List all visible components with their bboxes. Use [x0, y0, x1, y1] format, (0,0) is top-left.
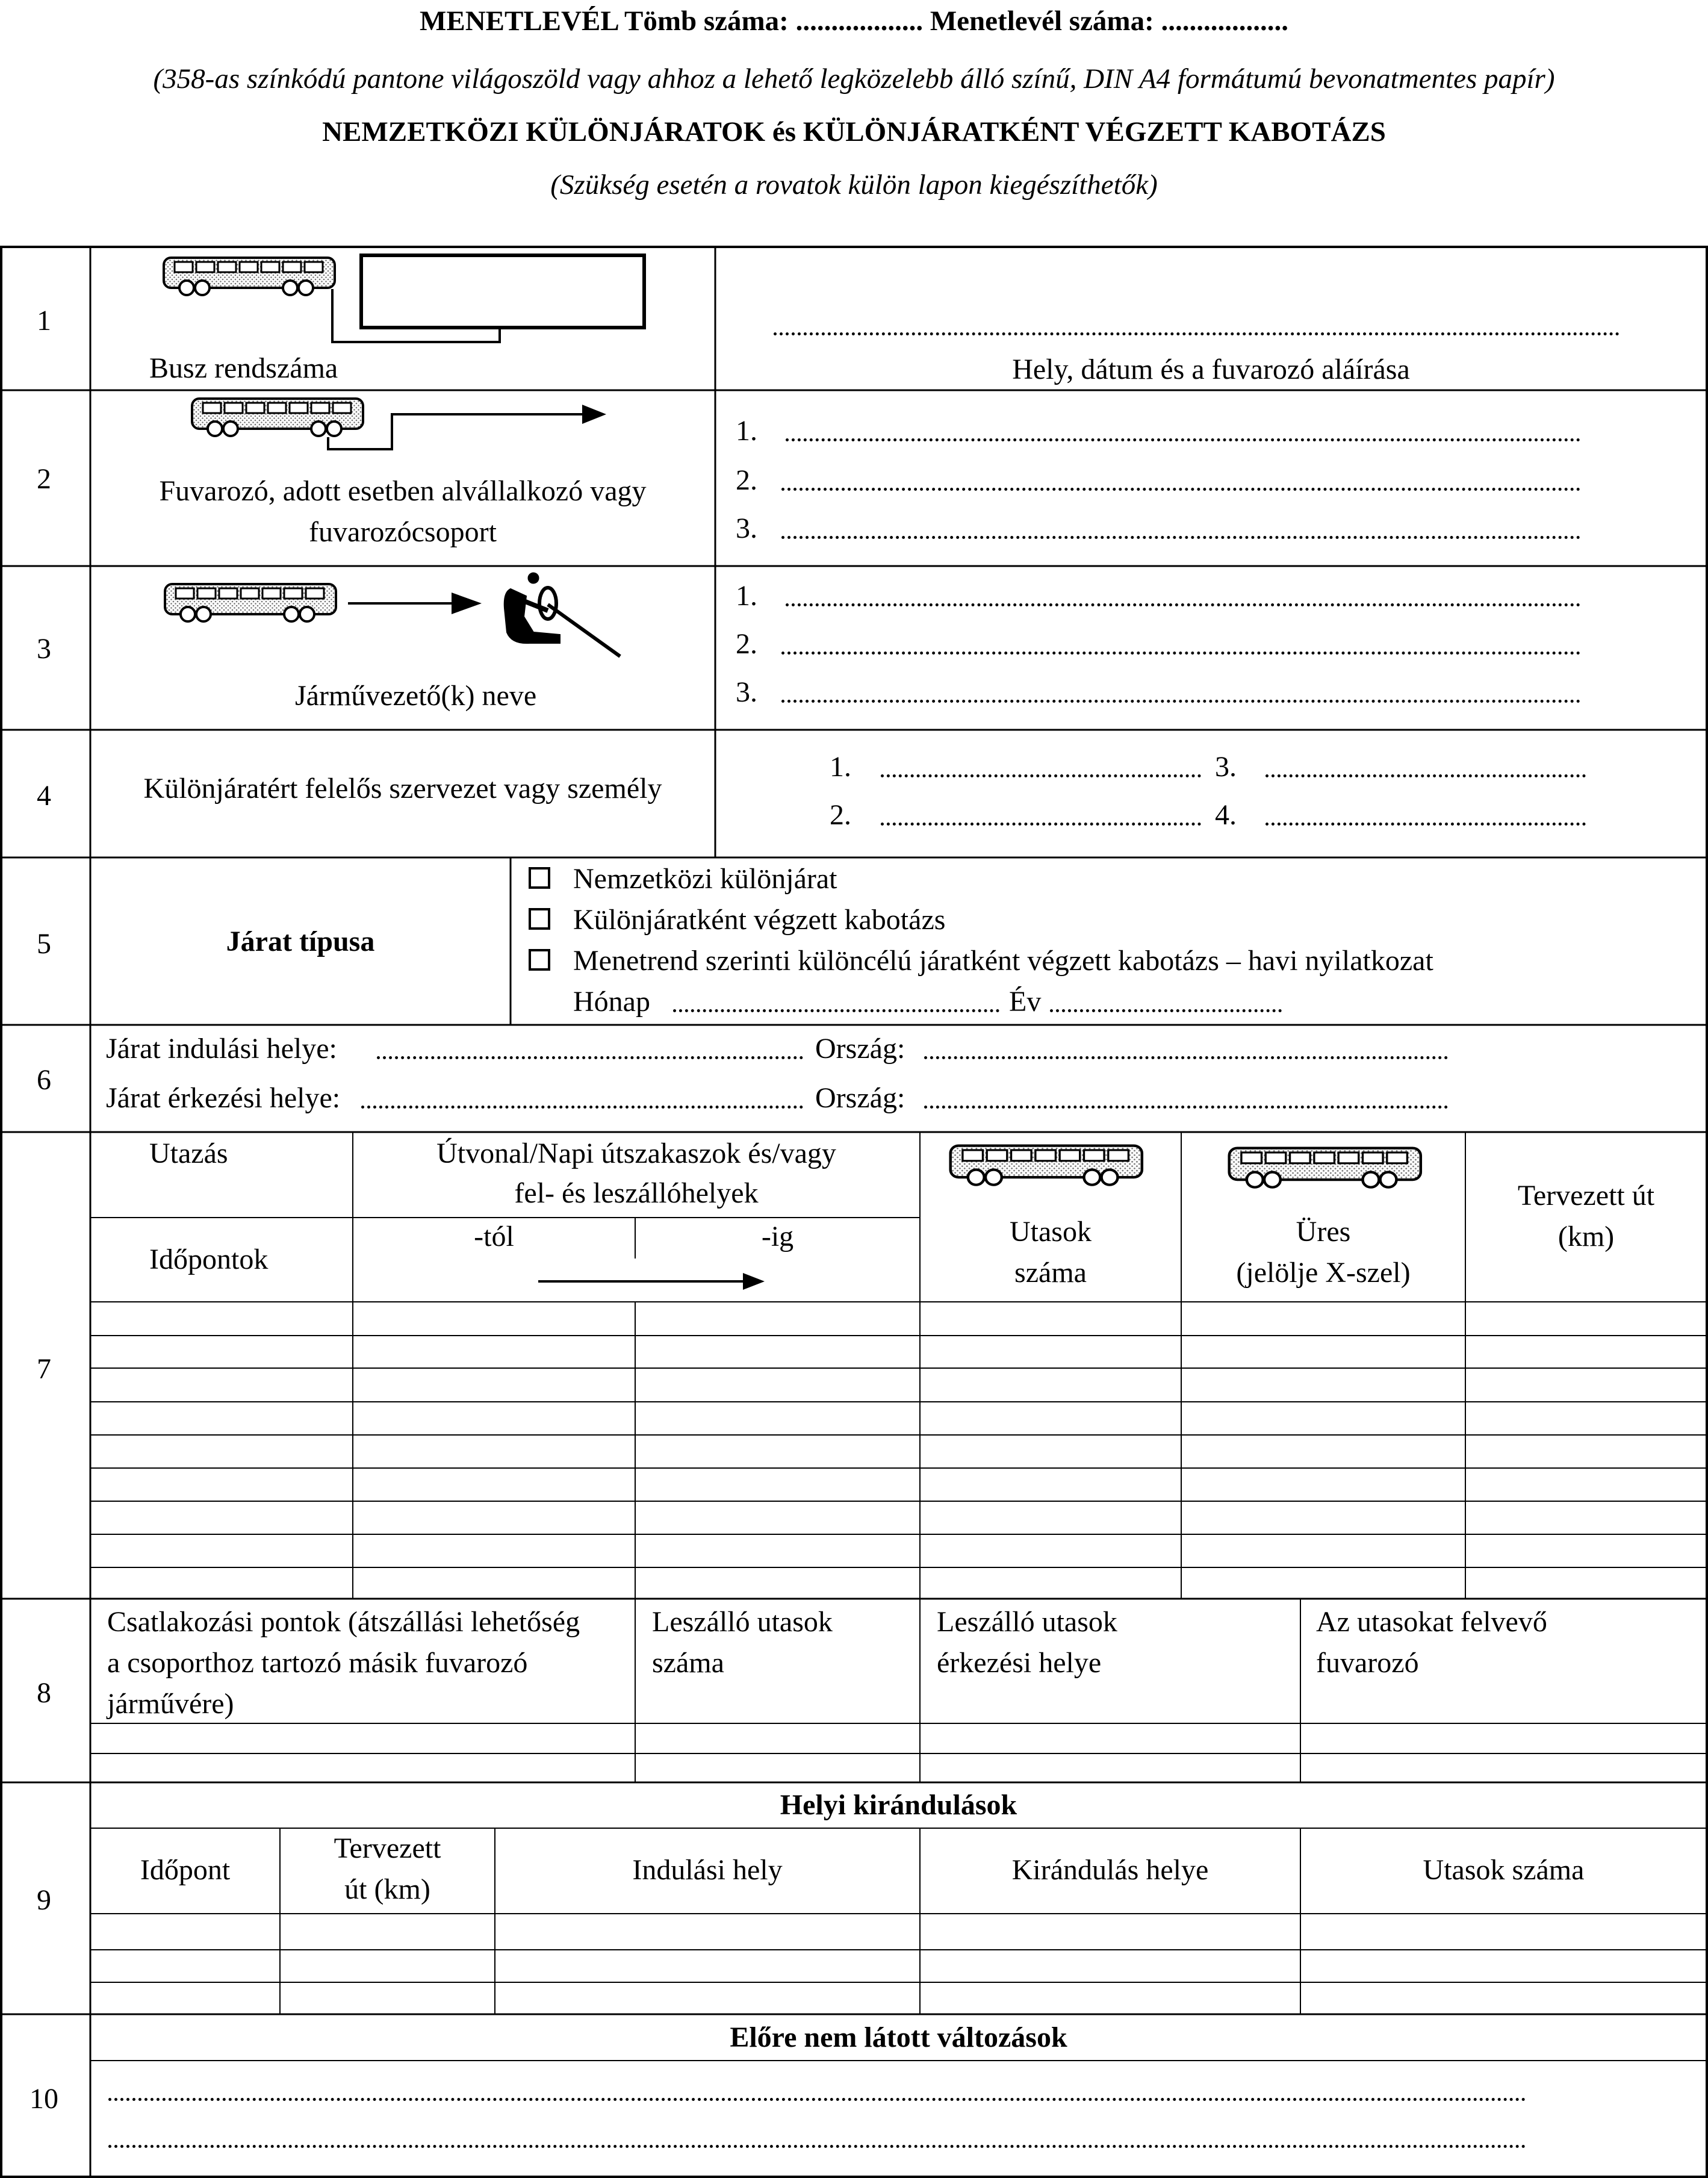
responsible-item-2-line[interactable] — [881, 823, 1201, 826]
row-number-3: 3 — [37, 633, 51, 665]
option-international: Nemzetközi különjárat — [573, 863, 837, 895]
unforeseen-changes-title: Előre nem látott változások — [730, 2021, 1067, 2053]
col-excursion-km-line2: út (km) — [344, 1873, 430, 1905]
departure-label: Járat indulási helye: — [106, 1033, 337, 1065]
carrier-label-line2: fuvarozócsoport — [309, 516, 497, 548]
col-excursion-place: Kirándulás helye — [1011, 1854, 1209, 1886]
col-to: -ig — [761, 1221, 794, 1252]
bus-passengers-icon — [946, 1138, 1157, 1198]
carrier-item-3-line[interactable] — [781, 536, 1580, 539]
bus-empty-icon — [1225, 1140, 1430, 1201]
responsible-item-3-number: 3. — [1215, 751, 1237, 783]
connection-points-line3: járművére) — [107, 1688, 234, 1720]
header-paper-note: (358-as színkódú pantone világoszöld vagy ahhoz a lehető legközelebb álló színű, DIN A4 formátumú bevonatmentes papír) — [153, 63, 1555, 95]
row-number-1: 1 — [37, 305, 51, 337]
receiving-carrier-line2: fuvarozó — [1316, 1647, 1419, 1679]
arrival-country-line[interactable] — [924, 1106, 1448, 1109]
responsible-item-4-number: 4. — [1215, 799, 1237, 831]
checkbox-scheduled-cabotage[interactable] — [529, 949, 550, 971]
alighting-count-line2: száma — [652, 1647, 724, 1679]
bus-with-plate-icon — [163, 253, 692, 349]
col-passengers-line1: Utasok — [1010, 1216, 1092, 1248]
carrier-label-line1: Fuvarozó, adott esetben alvállalkozó vagy — [159, 475, 647, 507]
departure-line[interactable] — [377, 1056, 803, 1059]
col-passengers-line2: száma — [1014, 1257, 1087, 1289]
responsible-item-1-number: 1. — [830, 751, 851, 783]
alighting-destination-line2: érkezési helye — [937, 1647, 1102, 1679]
departure-country-label: Ország: — [815, 1033, 905, 1065]
arrival-country-label: Ország: — [815, 1082, 905, 1114]
receiving-carrier-line1: Az utasokat felvevő — [1316, 1606, 1547, 1638]
col-excursion-km-line1: Tervezett — [334, 1832, 441, 1864]
year-label: Év — [1009, 986, 1042, 1018]
carrier-item-2-number: 2. — [736, 464, 757, 496]
row-number-6: 6 — [37, 1064, 51, 1096]
col-route-line2: fel- és leszállóhelyek — [514, 1177, 759, 1209]
signature-label: Hely, dátum és a fuvarozó aláírása — [1012, 353, 1410, 385]
month-label: Hónap — [573, 986, 650, 1018]
option-scheduled-cabotage: Menetrend szerinti különcélú járatként végzett kabotázs – havi nyilatkozat — [573, 945, 1433, 977]
checkbox-cabotage[interactable] — [529, 908, 550, 930]
col-km-line1: Tervezett út — [1517, 1180, 1655, 1212]
local-excursions-title: Helyi kirándulások — [780, 1789, 1017, 1821]
col-empty-line2: (jelölje X-szel) — [1236, 1257, 1411, 1289]
checkbox-international[interactable] — [529, 867, 550, 889]
responsible-item-2-number: 2. — [830, 799, 851, 831]
connection-points-line1: Csatlakozási pontok (átszállási lehetőség — [107, 1606, 580, 1638]
service-type-label: Járat típusa — [226, 926, 375, 957]
row-number-7: 7 — [37, 1353, 51, 1385]
row-number-9: 9 — [37, 1884, 51, 1916]
month-line[interactable] — [673, 1009, 999, 1012]
departure-country-line[interactable] — [924, 1056, 1448, 1059]
responsible-org-label: Különjáratért felelős szervezet vagy személy — [143, 773, 662, 804]
responsible-item-1-line[interactable] — [881, 774, 1201, 777]
row-number-8: 8 — [37, 1677, 51, 1709]
row-number-2: 2 — [37, 463, 51, 495]
driver-item-1-number: 1. — [736, 580, 757, 612]
col-times: Időpontok — [149, 1243, 269, 1275]
alighting-destination-line1: Leszálló utasok — [937, 1606, 1117, 1638]
driver-label: Járművezető(k) neve — [295, 680, 537, 712]
option-cabotage: Különjáratként végzett kabotázs — [573, 904, 946, 936]
license-plate-label: Busz rendszáma — [149, 352, 338, 384]
col-km-line2: (km) — [1557, 1221, 1615, 1252]
row-number-5: 5 — [37, 928, 51, 960]
col-from: -tól — [474, 1221, 514, 1252]
col-route-line1: Útvonal/Napi útszakaszok és/vagy — [436, 1137, 836, 1169]
header-note: (Szükség esetén a rovatok külön lapon kiegészíthetők) — [550, 169, 1158, 201]
col-travel: Utazás — [149, 1137, 228, 1169]
carrier-item-1-line[interactable] — [786, 438, 1580, 441]
route-arrow-icon — [536, 1271, 771, 1292]
carrier-item-2-line[interactable] — [781, 488, 1580, 491]
col-excursion-date: Időpont — [140, 1854, 231, 1886]
unforeseen-changes-line-2[interactable] — [108, 2145, 1526, 2148]
arrival-line[interactable] — [361, 1106, 803, 1109]
unforeseen-changes-line-1[interactable] — [108, 2098, 1526, 2101]
bus-driver-icon — [163, 572, 632, 662]
responsible-item-4-line[interactable] — [1265, 823, 1586, 826]
driver-item-3-number: 3. — [736, 676, 757, 708]
responsible-item-3-line[interactable] — [1265, 774, 1586, 777]
row-number-10: 10 — [30, 2083, 58, 2115]
arrival-label: Járat érkezési helye: — [106, 1082, 341, 1114]
driver-item-1-line[interactable] — [786, 603, 1580, 606]
signature-line[interactable] — [774, 332, 1619, 335]
col-empty-line1: Üres — [1296, 1216, 1351, 1248]
driver-item-2-number: 2. — [736, 628, 757, 660]
year-line[interactable] — [1050, 1009, 1282, 1012]
col-excursion-passengers: Utasok száma — [1423, 1854, 1585, 1886]
bus-arrow-icon — [190, 394, 611, 454]
carrier-item-1-number: 1. — [736, 415, 757, 447]
carrier-item-3-number: 3. — [736, 512, 757, 544]
col-excursion-departure: Indulási hely — [632, 1854, 783, 1886]
driver-item-2-line[interactable] — [781, 652, 1580, 655]
row-number-4: 4 — [37, 780, 51, 812]
header-subtitle: NEMZETKÖZI KÜLÖNJÁRATOK és KÜLÖNJÁRATKÉNT VÉGZETT KABOTÁZS — [322, 116, 1386, 148]
connection-points-line2: a csoporthoz tartozó másik fuvarozó — [107, 1647, 528, 1679]
driver-item-3-line[interactable] — [781, 700, 1580, 703]
alighting-count-line1: Leszálló utasok — [652, 1606, 833, 1638]
header-title: MENETLEVÉL Tömb száma: .................. Menetlevél száma: .................. — [419, 5, 1288, 37]
